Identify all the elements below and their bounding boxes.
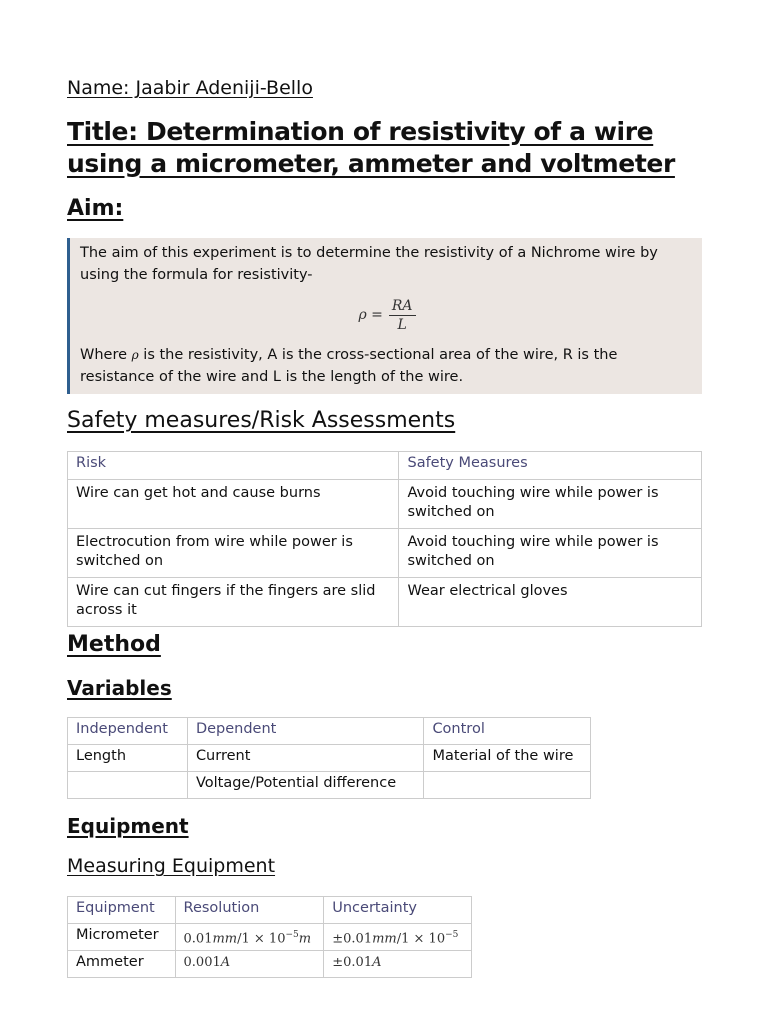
table-header-row xyxy=(68,897,472,924)
table-header-row xyxy=(68,718,591,745)
aim-heading: Aim: xyxy=(67,196,124,221)
header-independent: Independent xyxy=(68,718,188,745)
measuring-equipment-table xyxy=(67,896,472,978)
risk-cell: Wire can cut fingers if the fingers are slid across it xyxy=(68,578,399,627)
table-header-row xyxy=(68,452,702,480)
formula-numerator: RA xyxy=(389,297,416,316)
header-dependent: Dependent xyxy=(187,718,424,745)
variables-table xyxy=(67,717,591,799)
table-row xyxy=(68,480,702,529)
equipment-cell: Ammeter xyxy=(68,951,176,978)
measure-cell: Wear electrical gloves xyxy=(399,578,702,627)
header-resolution: Resolution xyxy=(175,897,324,924)
aim-callout xyxy=(67,238,702,394)
independent-cell xyxy=(68,772,188,799)
control-cell xyxy=(424,772,591,799)
header-uncertainty: Uncertainty xyxy=(324,897,472,924)
table-row xyxy=(68,951,472,978)
dependent-cell: Current xyxy=(187,745,424,772)
header-control: Control xyxy=(424,718,591,745)
independent-cell: Length xyxy=(68,745,188,772)
table-row xyxy=(68,772,591,799)
document-title: Title: Determination of resistivity of a wire using a micrometer, ammeter and voltmeter xyxy=(67,117,675,178)
header-risk: Risk xyxy=(68,452,399,480)
resolution-cell: 0.001A xyxy=(175,951,324,978)
resolution-cell: $0.01mm/1 \times 10^{-5}m$ xyxy=(175,924,324,951)
safety-heading: Safety measures/Risk Assessments xyxy=(67,408,456,433)
table-row xyxy=(68,745,591,772)
formula-denominator: L xyxy=(397,316,407,333)
dependent-cell: Voltage/Potential difference xyxy=(187,772,424,799)
measuring-equipment-heading: Measuring Equipment xyxy=(67,855,276,877)
aim-definition: Where ρ is the resistivity, A is the cross-sectional area of the wire, R is the resistance of the wire and L is the length of the wire. xyxy=(80,347,618,385)
header-equipment: Equipment xyxy=(68,897,176,924)
risk-cell: Electrocution from wire while power is switched on xyxy=(68,529,399,578)
table-row xyxy=(68,578,702,627)
formula-lhs: ρ = xyxy=(358,307,383,323)
equipment-heading: Equipment xyxy=(67,814,189,838)
uncertainty-cell: ±0.01A xyxy=(324,951,472,978)
risk-cell: Wire can get hot and cause burns xyxy=(68,480,399,529)
measure-cell: Avoid touching wire while power is switched on xyxy=(399,480,702,529)
formula-fraction xyxy=(389,297,416,334)
equipment-cell: Micrometer xyxy=(68,924,176,951)
method-heading: Method xyxy=(67,632,161,657)
table-row xyxy=(68,529,702,578)
control-cell: Material of the wire xyxy=(424,745,591,772)
variables-heading: Variables xyxy=(67,676,172,700)
aim-text: The aim of this experiment is to determine the resistivity of a Nichrome wire by using the formula for resistivity- xyxy=(80,245,658,283)
uncertainty-cell: $\pm 0.01mm/1 \times 10^{-5}$ xyxy=(324,924,472,951)
table-row xyxy=(68,924,472,951)
safety-table xyxy=(67,451,702,627)
student-name: Name: Jaabir Adeniji-Bello xyxy=(67,77,313,99)
rho-symbol: ρ xyxy=(131,348,139,362)
resistivity-formula xyxy=(80,286,694,344)
measure-cell: Avoid touching wire while power is switched on xyxy=(399,529,702,578)
header-safety-measures: Safety Measures xyxy=(399,452,702,480)
